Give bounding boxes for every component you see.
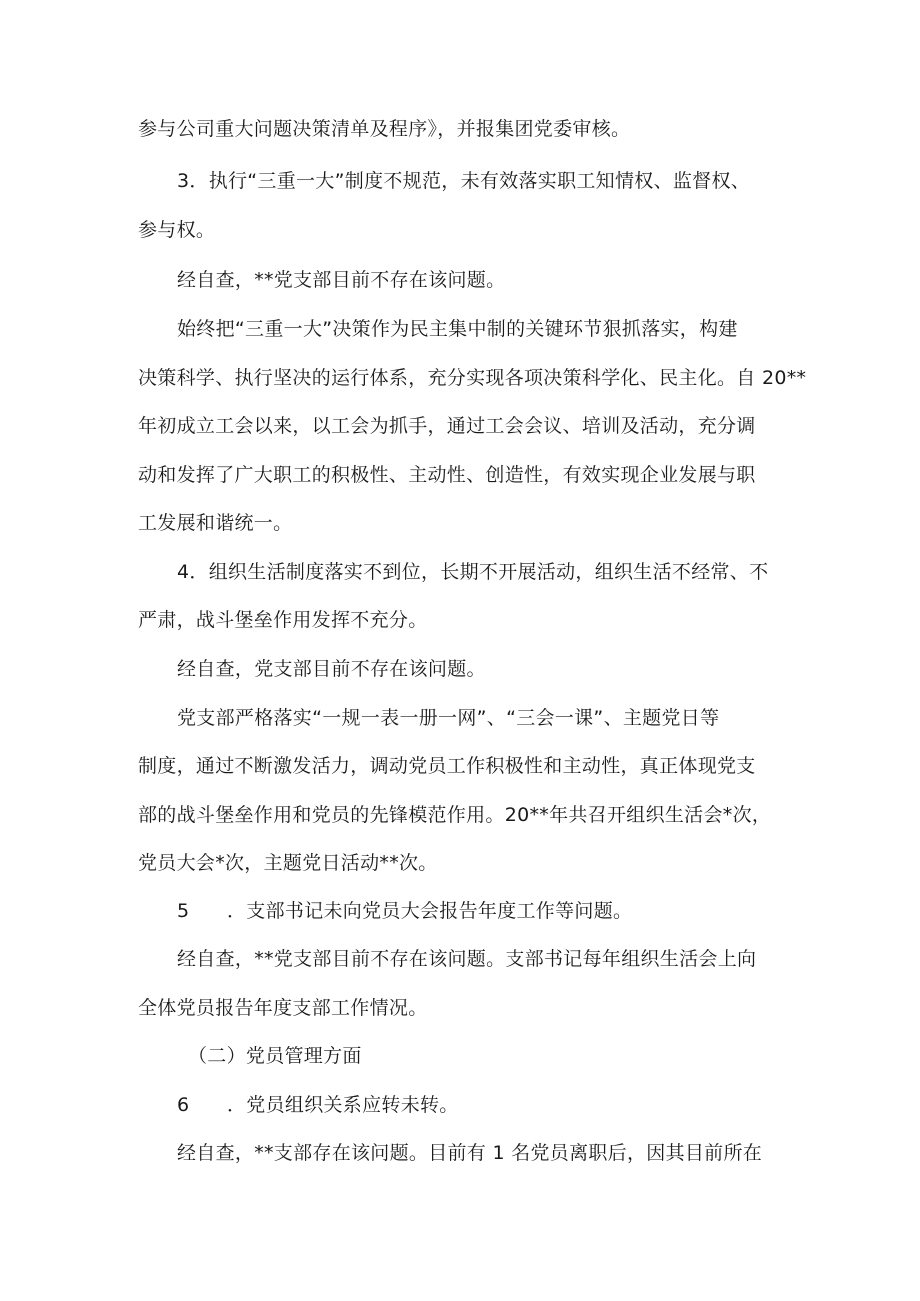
check-result: 经自查，**党支部目前不存在该问题。支部书记每年组织生活会上向 [177,948,757,970]
paragraph-line: 党支部严格落实“一规一表一册一网”、“三会一课”、主题党日等 [177,707,720,729]
check-result: 经自查，**支部存在该问题。目前有 1 名党员离职后，因其目前所在 [177,1142,763,1164]
item-3-text: ．执行“三重一大”制度不规范，未有效落实职工知情权、监督权、 [189,170,751,192]
paragraph-line: 党员大会*次，主题党日活动**次。 [138,852,438,874]
paragraph-line: 参与权。 [138,219,216,241]
item-number: 6 [177,1094,190,1116]
item-number: 5 [177,900,190,922]
paragraph-line: 工发展和谐统一。 [138,512,293,534]
paragraph-line: 全体党员报告年度支部工作情况。 [138,997,428,1019]
item-6-heading [177,1093,459,1117]
item-number: 4 [177,561,190,583]
paragraph-line: 严肃，战斗堡垒作用发挥不充分。 [138,609,428,631]
paragraph-line: 年初成立工会以来，以工会为抓手，通过工会会议、培训及活动，充分调 [138,415,756,437]
check-result: 经自查，党支部目前不存在该问题。 [177,658,486,680]
paragraph-line: 制度，通过不断激发活力，调动党员工作积极性和主动性，真正体现党支 [138,755,756,777]
paragraph-line: 动和发挥了广大职工的积极性、主动性、创造性，有效实现企业发展与职 [138,464,756,486]
item-4-heading [177,560,768,584]
item-4-text: ．组织生活制度落实不到位，长期不开展活动，组织生活不经常、不 [189,561,769,583]
paragraph-line: 始终把“三重一大”决策作为民主集中制的关键环节狠抓落实，构建 [177,318,738,340]
item-6-text: ．党员组织关系应转未转。 [227,1094,459,1116]
item-5-heading [177,899,632,923]
item-number: 3 [177,170,190,192]
item-3-heading [177,169,750,193]
check-result: 经自查，**党支部目前不存在该问题。 [177,269,506,291]
paragraph-line: 参与公司重大问题决策清单及程序》，并报集团党委审核。 [138,118,631,140]
item-5-text: ．支部书记未向党员大会报告年度工作等问题。 [227,900,633,922]
paragraph-line: 部的战斗堡垒作用和党员的先锋模范作用。20**年共召开组织生活会*次， [138,804,772,826]
paragraph-line: 决策科学、执行坚决的运行体系，充分实现各项决策科学化、民主化。自 20** [138,367,807,389]
section-heading: （二）党员管理方面 [188,1045,362,1067]
